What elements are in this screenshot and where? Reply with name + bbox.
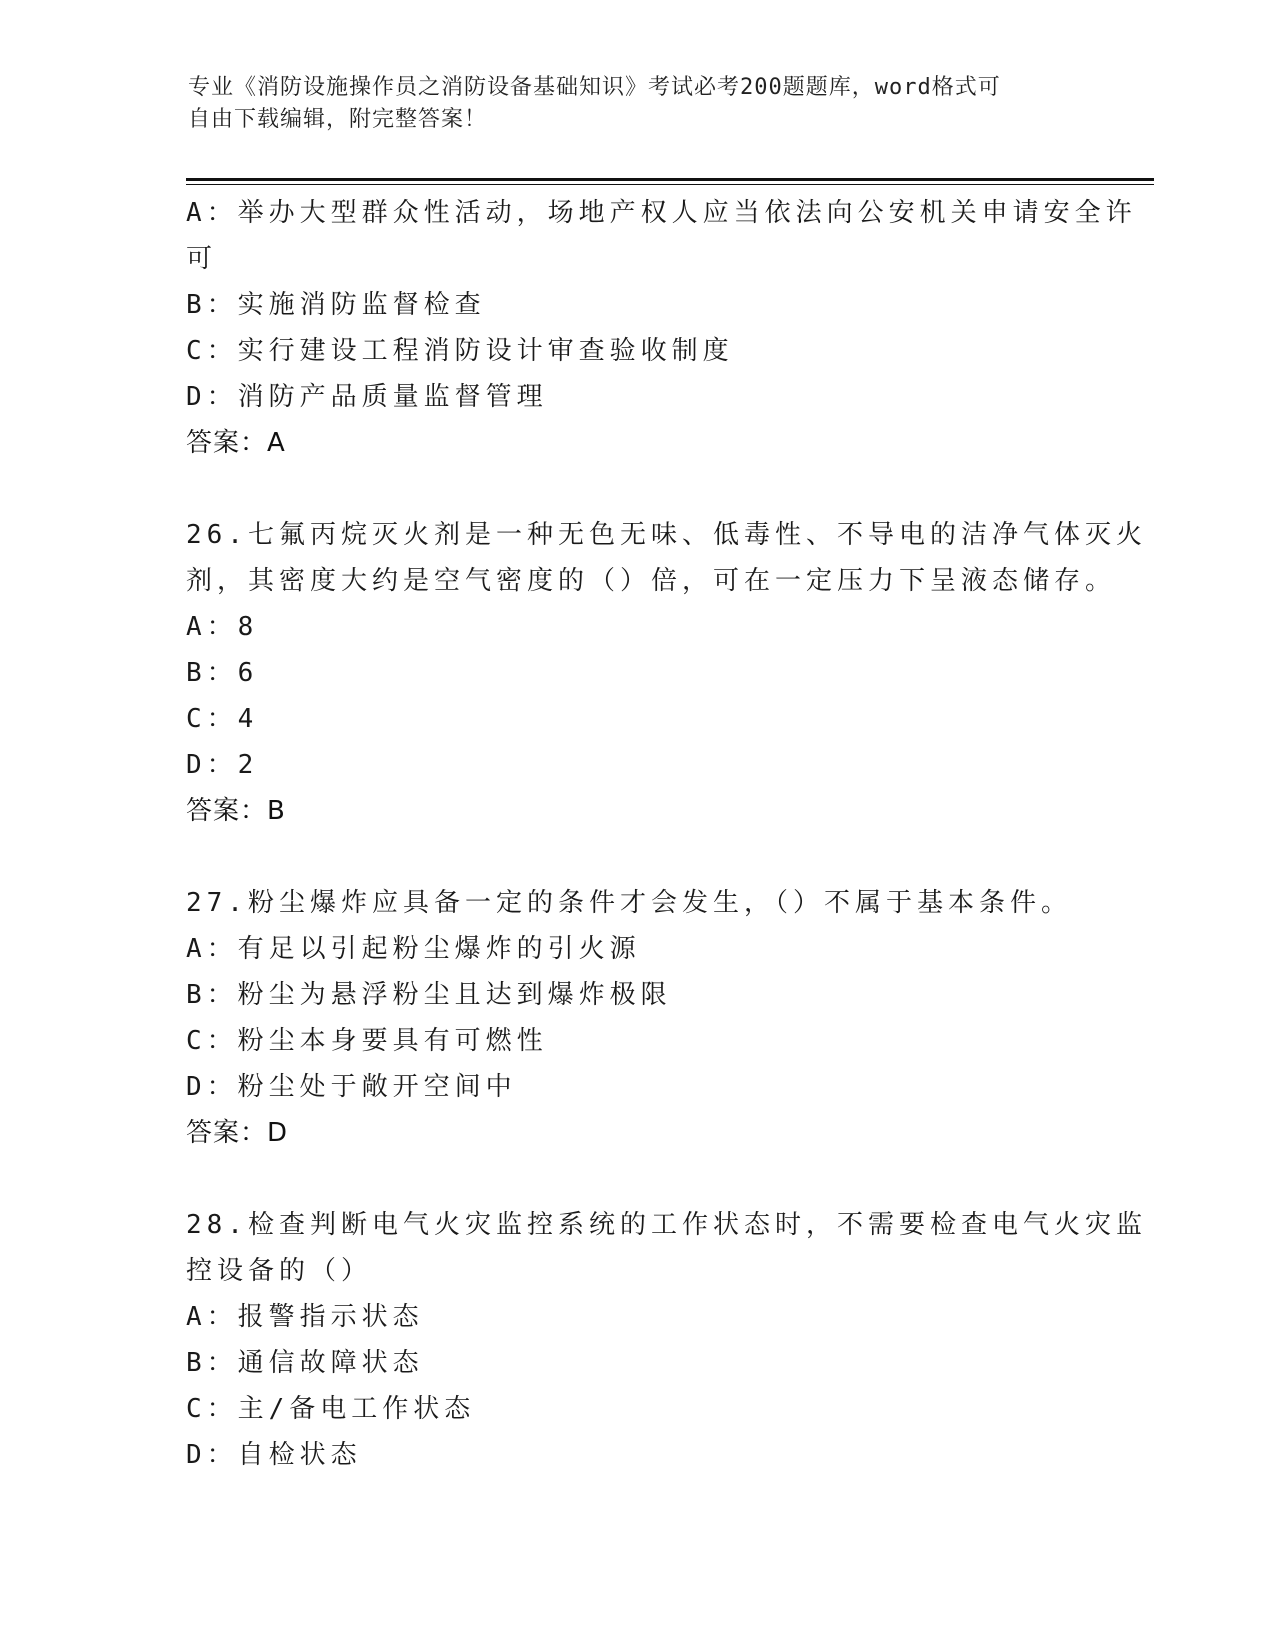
document-header [188, 72, 1068, 136]
q25-option-b: B：实施消防监督检查 [186, 290, 486, 320]
q27-option-d: D：粉尘处于敞开空间中 [186, 1072, 517, 1102]
q25-option-a-cont: 可 [186, 244, 218, 274]
spacer [186, 466, 1086, 512]
q28-option-c: C：主/备电工作状态 [186, 1394, 476, 1424]
spacer [186, 834, 1086, 880]
q28-stem-2: 控设备的（） [186, 1256, 373, 1286]
q27-option-b: B：粉尘为悬浮粉尘且达到爆炸极限 [186, 980, 672, 1010]
header-rule-thin [186, 184, 1154, 185]
question-28 [186, 1202, 1147, 1478]
header-line-1: 专业《消防设施操作员之消防设备基础知识》考试必考200题题库，word格式可 [188, 75, 1001, 100]
spacer [186, 1156, 1086, 1202]
q26-option-b: B：6 [186, 658, 259, 688]
header-rule-thick [186, 178, 1154, 181]
q26-option-c: C：4 [186, 704, 259, 734]
q27-stem-1: 27.粉尘爆炸应具备一定的条件才会发生，（）不属于基本条件。 [186, 888, 1072, 918]
q26-option-a: A：8 [186, 612, 259, 642]
q25-option-a: A：举办大型群众性活动，场地产权人应当依法向公安机关申请安全许 [186, 198, 1137, 228]
question-26 [186, 512, 1147, 834]
q27-option-a: A：有足以引起粉尘爆炸的引火源 [186, 934, 641, 964]
q28-option-d: D：自检状态 [186, 1440, 362, 1470]
q27-answer: 答案：D [186, 1118, 289, 1148]
question-27 [186, 880, 1086, 1156]
q26-stem-1: 26.七氟丙烷灭火剂是一种无色无味、低毒性、不导电的洁净气体灭火 [186, 520, 1147, 550]
q26-stem-2: 剂，其密度大约是空气密度的（）倍，可在一定压力下呈液态储存。 [186, 566, 1117, 596]
question-25-tail [186, 190, 1137, 466]
question-content [186, 190, 1147, 1478]
q25-option-c: C：实行建设工程消防设计审查验收制度 [186, 336, 734, 366]
q25-option-d: D：消防产品质量监督管理 [186, 382, 548, 412]
header-line-2: 自由下载编辑，附完整答案！ [188, 107, 488, 132]
q28-option-a: A：报警指示状态 [186, 1302, 424, 1332]
q28-option-b: B：通信故障状态 [186, 1348, 424, 1378]
q26-answer: 答案：B [186, 796, 286, 826]
q28-stem-1: 28.检查判断电气火灾监控系统的工作状态时，不需要检查电气火灾监 [186, 1210, 1147, 1240]
q25-answer: 答案：A [186, 428, 286, 458]
q26-option-d: D：2 [186, 750, 259, 780]
q27-option-c: C：粉尘本身要具有可燃性 [186, 1026, 548, 1056]
